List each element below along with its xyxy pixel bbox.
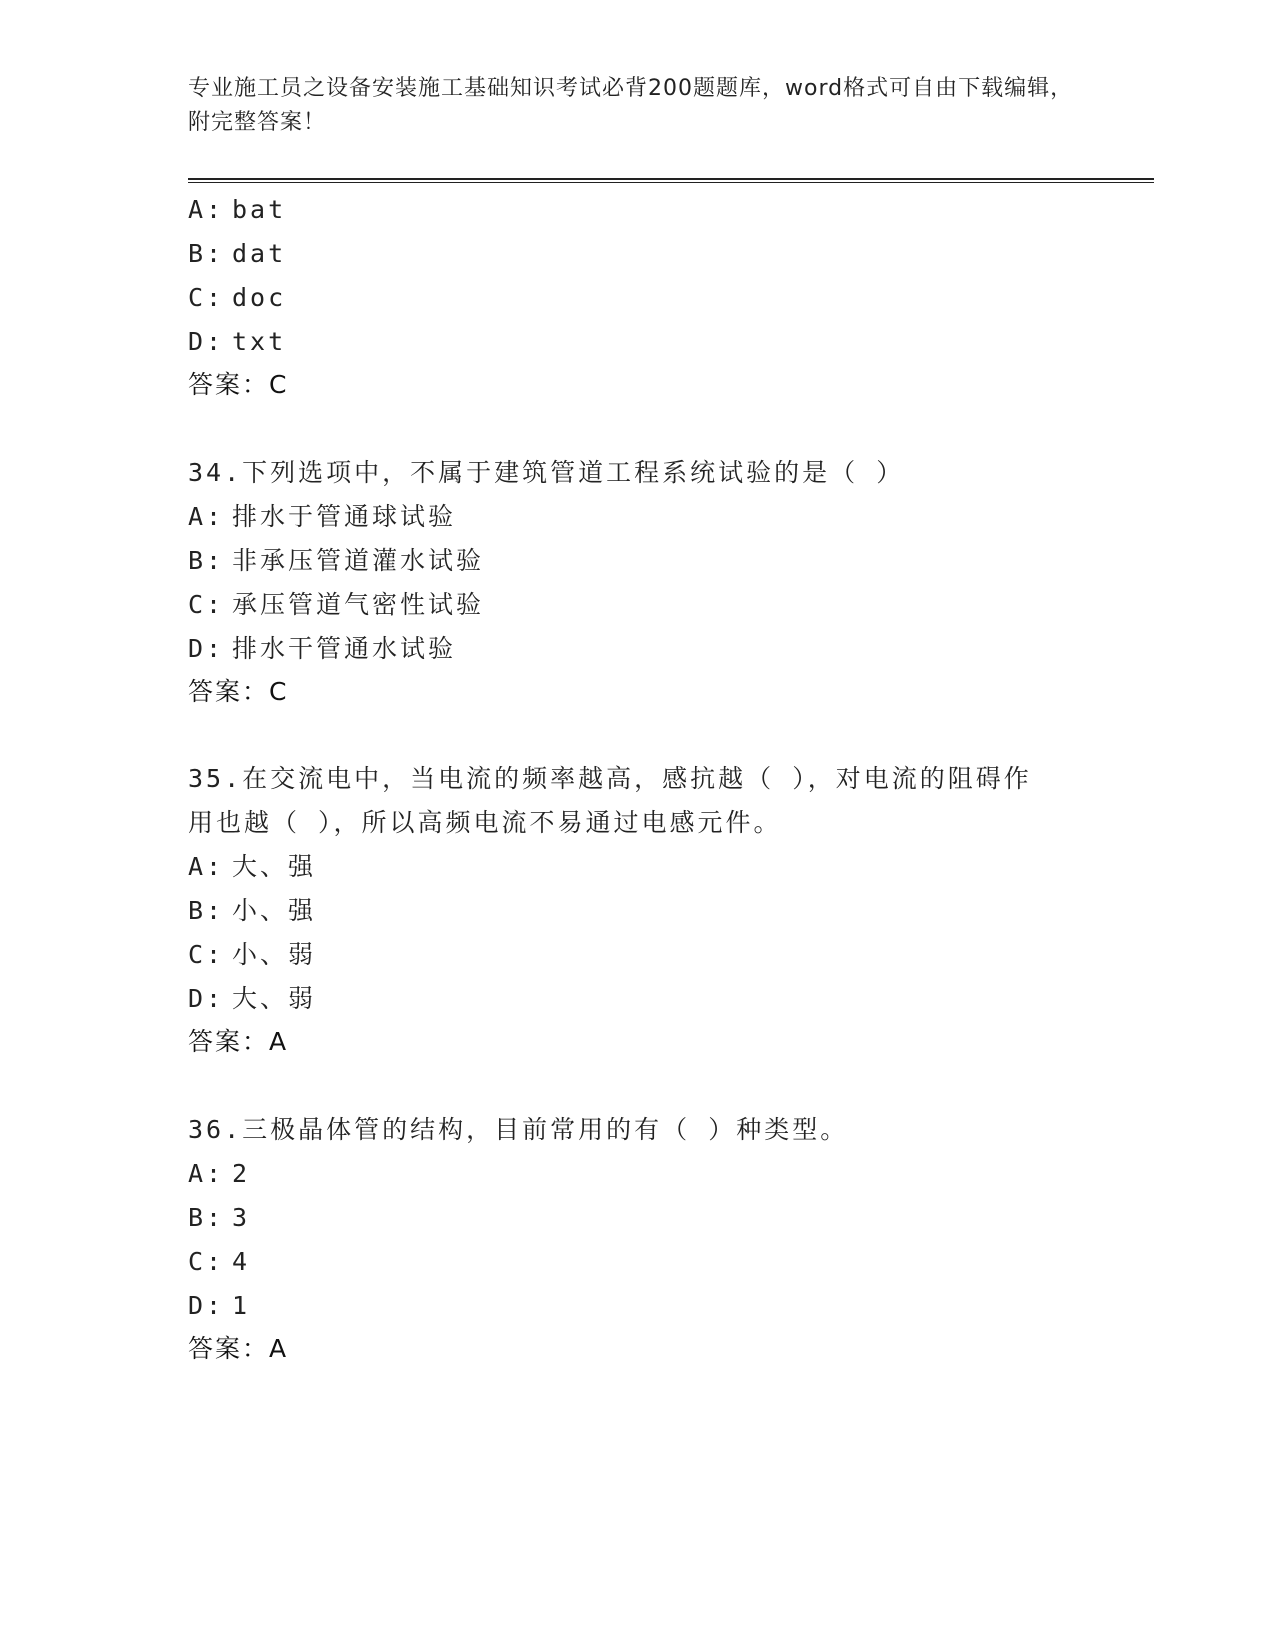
option-label: B: [188, 239, 225, 268]
option-text: 小、弱 [232, 940, 317, 969]
option-text: 2 [232, 1159, 251, 1188]
option-text: 大、强 [232, 852, 317, 881]
question-stem: 36.三极晶体管的结构，目前常用的有（ ）种类型。 [188, 1115, 849, 1144]
option-d [188, 982, 316, 1016]
answer: 答案：A [188, 1027, 289, 1056]
option-label: D: [188, 1291, 225, 1320]
option-text: 排水干管通水试验 [232, 634, 457, 663]
option-label: C: [188, 940, 225, 969]
option-b [188, 544, 484, 578]
option-b [188, 237, 286, 271]
option-label: C: [188, 283, 225, 312]
option-text: 1 [232, 1291, 251, 1320]
option-d [188, 632, 456, 666]
option-d [188, 1289, 250, 1323]
answer: 答案：A [188, 1334, 289, 1363]
option-text: txt [232, 327, 287, 356]
question-stem-line-1: 35.在交流电中，当电流的频率越高，感抗越（ ），对电流的阻碍作 [188, 764, 1032, 793]
header-divider [188, 178, 1154, 180]
option-label: C: [188, 590, 225, 619]
option-c [188, 1245, 250, 1279]
question-stem: 34.下列选项中，不属于建筑管道工程系统试验的是（ ） [188, 458, 905, 487]
option-c [188, 281, 286, 315]
option-label: D: [188, 634, 225, 663]
option-label: A: [188, 852, 225, 881]
option-label: B: [188, 896, 225, 925]
option-b [188, 1201, 250, 1235]
option-text: bat [232, 195, 287, 224]
option-label: A: [188, 1159, 225, 1188]
option-label: D: [188, 984, 225, 1013]
header-divider-thin [188, 182, 1154, 183]
option-text: 3 [232, 1203, 251, 1232]
option-label: B: [188, 546, 225, 575]
option-b [188, 894, 316, 928]
answer: 答案：C [188, 370, 289, 399]
option-label: A: [188, 195, 225, 224]
option-label: D: [188, 327, 225, 356]
option-text: 非承压管道灌水试验 [232, 546, 485, 575]
option-text: 排水于管通球试验 [232, 502, 457, 531]
option-text: dat [232, 239, 287, 268]
option-label: C: [188, 1247, 225, 1276]
question-stem-line-2: 用也越（ ），所以高频电流不易通过电感元件。 [188, 808, 782, 837]
option-a [188, 193, 286, 227]
option-text: 小、强 [232, 896, 317, 925]
option-d [188, 325, 286, 359]
option-a [188, 1157, 250, 1191]
option-text: doc [232, 283, 287, 312]
option-text: 4 [232, 1247, 251, 1276]
option-text: 大、弱 [232, 984, 317, 1013]
option-text: 承压管道气密性试验 [232, 590, 485, 619]
option-c [188, 938, 316, 972]
option-label: A: [188, 502, 225, 531]
option-a [188, 500, 456, 534]
option-label: B: [188, 1203, 225, 1232]
option-c [188, 588, 484, 622]
answer: 答案：C [188, 677, 289, 706]
option-a [188, 850, 316, 884]
document-header: 专业施工员之设备安装施工基础知识考试必背200题题库，word格式可自由下载编辑，附完整答案！ [188, 76, 1074, 135]
